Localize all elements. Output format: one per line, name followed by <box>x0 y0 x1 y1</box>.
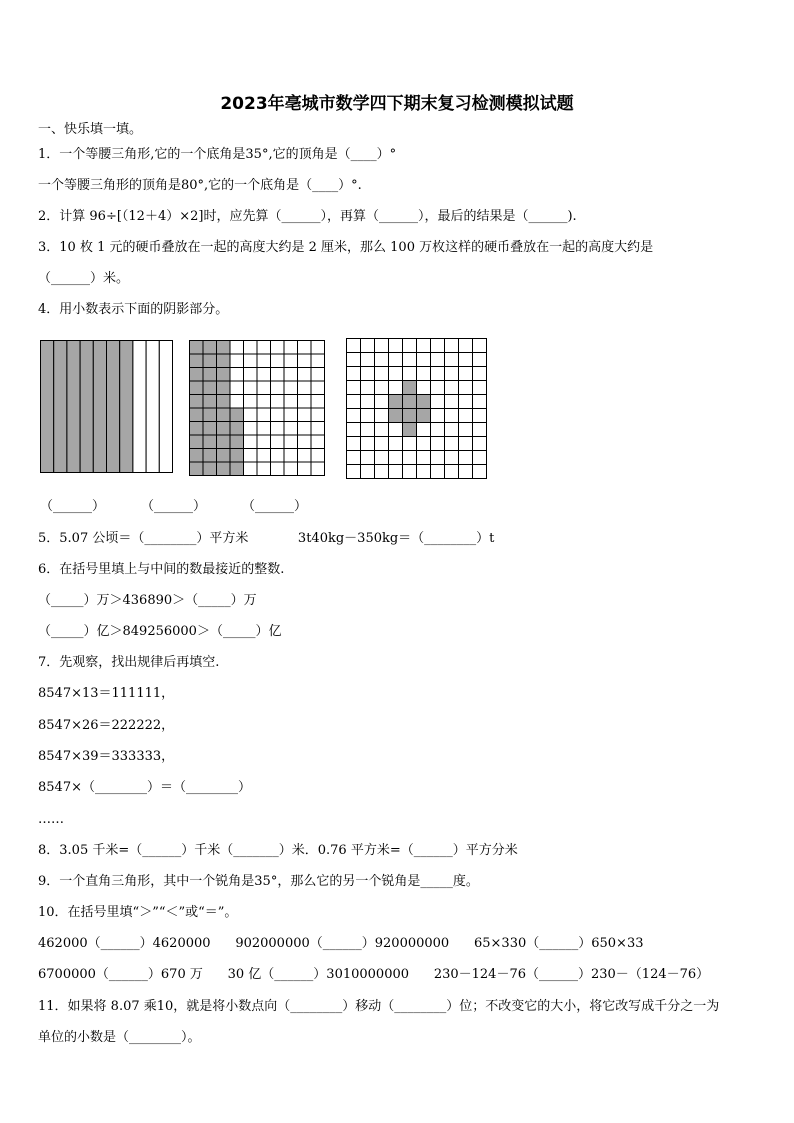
grid-cell <box>244 435 258 449</box>
grid-cell <box>417 353 431 367</box>
grid-cell <box>230 341 244 355</box>
blank-strip <box>133 341 146 473</box>
shaded-cell <box>190 395 204 409</box>
shaded-cell <box>190 381 204 395</box>
grid-cell <box>271 354 285 368</box>
shaded-cell <box>203 435 217 449</box>
question-6a: （_____）万＞436890＞（_____）万 <box>38 593 257 608</box>
shaded-cell <box>217 462 231 476</box>
grid-cell <box>375 423 389 437</box>
grid-cell <box>361 353 375 367</box>
question-9: 9．一个直角三角形，其中一个锐角是35°，那么它的另一个锐角是_____度。 <box>38 874 479 889</box>
blank-strip <box>159 341 172 473</box>
figure-grid-shape <box>189 340 326 477</box>
shaded-cell <box>203 368 217 382</box>
grid-cell <box>271 462 285 476</box>
shaded-cell <box>389 409 403 423</box>
grid-cell <box>431 339 445 353</box>
shaded-cell <box>217 408 231 422</box>
question-7e: …… <box>38 812 64 827</box>
grid-cell <box>431 381 445 395</box>
grid-cell <box>431 465 445 479</box>
grid-cell <box>375 395 389 409</box>
grid-cell <box>284 435 298 449</box>
grid-cell <box>459 395 473 409</box>
grid-cell <box>417 451 431 465</box>
grid-cell <box>284 422 298 436</box>
shaded-cell <box>230 462 244 476</box>
grid-cell <box>298 449 312 463</box>
grid-cell <box>431 451 445 465</box>
question-10b: 6700000（______）670 万 30 亿（______）3010000000 230－124－76（______）230－（124－76） <box>38 967 710 982</box>
grid-cell <box>403 339 417 353</box>
grid-cell <box>431 367 445 381</box>
grid-cell <box>284 341 298 355</box>
shaded-cell <box>203 449 217 463</box>
grid-cell <box>311 435 325 449</box>
grid-cell <box>375 409 389 423</box>
grid-cell <box>230 368 244 382</box>
grid-cell <box>445 339 459 353</box>
grid-cell <box>361 465 375 479</box>
shaded-cell <box>190 449 204 463</box>
grid-cell <box>244 381 258 395</box>
shaded-cell <box>217 381 231 395</box>
grid-cell <box>403 451 417 465</box>
shaded-cell <box>217 368 231 382</box>
grid-cell <box>284 408 298 422</box>
grid-cell <box>473 395 487 409</box>
shaded-cell <box>230 449 244 463</box>
grid-cell <box>347 465 361 479</box>
grid-cell <box>257 449 271 463</box>
shaded-cell <box>190 435 204 449</box>
grid-cell <box>347 409 361 423</box>
grid-cell <box>445 423 459 437</box>
question-5: 5．5.07 公顷＝（________）平方米 3t40kg－350kg＝（________）t <box>38 531 495 546</box>
grid-cell <box>361 367 375 381</box>
shaded-strip <box>67 341 80 473</box>
figure-strips <box>40 340 174 474</box>
grid-cell <box>403 437 417 451</box>
grid-cell <box>431 423 445 437</box>
shaded-strip <box>41 341 54 473</box>
shaded-cell <box>230 422 244 436</box>
grid-cell <box>284 354 298 368</box>
grid-cell <box>473 353 487 367</box>
grid-cell <box>445 409 459 423</box>
grid-cell <box>375 451 389 465</box>
question-6b: （_____）亿＞849256000＞（_____）亿 <box>38 624 282 639</box>
grid-cell <box>271 368 285 382</box>
grid-cell <box>445 437 459 451</box>
grid-cell <box>257 435 271 449</box>
grid-cell <box>459 339 473 353</box>
grid-cell <box>473 423 487 437</box>
shaded-cell <box>403 409 417 423</box>
grid-cell <box>389 339 403 353</box>
grid-cell <box>431 395 445 409</box>
question-11a: 11．如果将 8.07 乘10，就是将小数点向（________）移动（________）位；不改变它的大小，将它改写成千分之一为 <box>38 999 720 1014</box>
grid-cell <box>389 437 403 451</box>
grid-cell <box>271 381 285 395</box>
shaded-cell <box>203 462 217 476</box>
grid-cell <box>244 368 258 382</box>
question-6: 6．在括号里填上与中间的数最接近的整数. <box>38 562 285 577</box>
grid-cell <box>445 353 459 367</box>
grid-cell <box>361 409 375 423</box>
grid-cell <box>403 353 417 367</box>
grid-cell <box>459 451 473 465</box>
grid-cell <box>417 437 431 451</box>
shaded-strip <box>107 341 120 473</box>
shaded-cell <box>417 409 431 423</box>
shaded-cell <box>203 395 217 409</box>
grid-cell <box>271 341 285 355</box>
grid-cell <box>445 367 459 381</box>
grid-cell <box>298 422 312 436</box>
shaded-cell <box>190 354 204 368</box>
grid-cell <box>389 451 403 465</box>
question-4: 4．用小数表示下面的阴影部分。 <box>38 302 229 317</box>
grid-cell <box>347 423 361 437</box>
grid-cell <box>284 395 298 409</box>
grid-cell <box>375 353 389 367</box>
grid-cell <box>298 341 312 355</box>
grid-cell <box>375 367 389 381</box>
grid-cell <box>257 354 271 368</box>
grid-cell <box>459 437 473 451</box>
grid-cell <box>417 339 431 353</box>
grid-cell <box>298 395 312 409</box>
grid-cell <box>257 462 271 476</box>
shaded-cell <box>217 341 231 355</box>
grid-cell <box>284 381 298 395</box>
grid-cell <box>473 339 487 353</box>
question-7a: 8547×13＝111111， <box>38 686 175 701</box>
shaded-cell <box>203 341 217 355</box>
shaded-cell <box>190 462 204 476</box>
shaded-cell <box>203 408 217 422</box>
shaded-cell <box>190 408 204 422</box>
shaded-cell <box>217 422 231 436</box>
grid-cell <box>473 367 487 381</box>
answer-blank-2: （______） <box>141 499 207 514</box>
question-11b: 单位的小数是（________）。 <box>38 1030 201 1045</box>
grid-cell <box>257 381 271 395</box>
grid-cell <box>244 462 258 476</box>
shaded-cell <box>417 395 431 409</box>
grid-cell <box>459 367 473 381</box>
grid-cell <box>445 465 459 479</box>
grid-cell <box>417 367 431 381</box>
grid-cell <box>257 368 271 382</box>
grid-cell <box>361 381 375 395</box>
shaded-cell <box>217 354 231 368</box>
grid-cell <box>271 435 285 449</box>
grid-cell <box>298 462 312 476</box>
grid-cell <box>431 353 445 367</box>
grid-cell <box>347 437 361 451</box>
question-7: 7．先观察，找出规律后再填空. <box>38 655 220 670</box>
grid-cell <box>230 354 244 368</box>
shaded-cell <box>203 354 217 368</box>
grid-cell <box>244 341 258 355</box>
grid-cell <box>375 437 389 451</box>
question-3b: （______）米。 <box>38 271 130 286</box>
answer-blank-3: （______） <box>242 499 308 514</box>
grid-cell <box>389 353 403 367</box>
grid-cell <box>417 465 431 479</box>
grid-cell <box>347 395 361 409</box>
question-7d: 8547×（________）＝（________） <box>38 780 251 795</box>
grid-cell <box>361 451 375 465</box>
grid-cell <box>361 423 375 437</box>
shaded-cell <box>230 408 244 422</box>
grid-cell <box>417 381 431 395</box>
question-3a: 3．10 枚 1 元的硬币叠放在一起的高度大约是 2 厘米，那么 100 万枚这样的硬币叠放在一起的高度大约是 <box>38 240 654 255</box>
question-7b: 8547×26＝222222， <box>38 718 175 733</box>
shaded-cell <box>403 395 417 409</box>
grid-cell <box>445 395 459 409</box>
grid-cell <box>230 381 244 395</box>
grid-cell <box>389 423 403 437</box>
grid-cell <box>389 367 403 381</box>
section-heading: 一、快乐填一填。 <box>38 122 143 137</box>
blank-strip <box>146 341 159 473</box>
grid-cell <box>417 423 431 437</box>
grid-cell <box>311 422 325 436</box>
grid-cell <box>473 381 487 395</box>
shaded-strip <box>54 341 67 473</box>
grid-cell <box>284 449 298 463</box>
shaded-cell <box>403 381 417 395</box>
grid-cell <box>298 381 312 395</box>
grid-cell <box>459 465 473 479</box>
shaded-cell <box>389 395 403 409</box>
shaded-cell <box>403 423 417 437</box>
shaded-cell <box>217 435 231 449</box>
question-10: 10．在括号里填“＞”“＜”或“＝”。 <box>38 905 238 920</box>
grid-cell <box>271 449 285 463</box>
grid-cell <box>244 449 258 463</box>
grid-cell <box>311 368 325 382</box>
shaded-cell <box>190 368 204 382</box>
grid-cell <box>403 367 417 381</box>
grid-cell <box>473 409 487 423</box>
question-1a: 1．一个等腰三角形,它的一个底角是35°,它的顶角是（____）° <box>38 147 397 162</box>
grid-cell <box>257 341 271 355</box>
grid-cell <box>445 451 459 465</box>
grid-cell <box>284 462 298 476</box>
shaded-cell <box>217 449 231 463</box>
grid-cell <box>284 368 298 382</box>
grid-cell <box>311 354 325 368</box>
grid-cell <box>347 381 361 395</box>
question-10a: 462000（______）4620000 902000000（______）920000000 65×330（______）650×33 <box>38 936 644 951</box>
grid-cell <box>347 367 361 381</box>
grid-cell <box>257 422 271 436</box>
shaded-cell <box>230 435 244 449</box>
shaded-cell <box>190 341 204 355</box>
question-7c: 8547×39＝333333， <box>38 749 175 764</box>
answer-blank-1: （______） <box>40 499 106 514</box>
shaded-strip <box>93 341 106 473</box>
grid-cell <box>311 462 325 476</box>
grid-cell <box>271 395 285 409</box>
grid-cell <box>271 422 285 436</box>
grid-cell <box>473 451 487 465</box>
grid-cell <box>347 451 361 465</box>
grid-cell <box>459 409 473 423</box>
grid-cell <box>244 354 258 368</box>
grid-cell <box>298 354 312 368</box>
grid-cell <box>473 437 487 451</box>
grid-cell <box>347 353 361 367</box>
shaded-cell <box>217 395 231 409</box>
grid-cell <box>459 423 473 437</box>
question-1b: 一个等腰三角形的顶角是80°,它的一个底角是（____）°. <box>38 178 362 193</box>
grid-cell <box>431 409 445 423</box>
grid-cell <box>244 408 258 422</box>
grid-cell <box>389 381 403 395</box>
grid-cell <box>473 465 487 479</box>
grid-cell <box>403 465 417 479</box>
grid-cell <box>257 395 271 409</box>
shaded-cell <box>203 422 217 436</box>
grid-cell <box>311 381 325 395</box>
grid-cell <box>230 395 244 409</box>
page-title: 2023年亳城市数学四下期末复习检测模拟试题 <box>220 94 574 114</box>
grid-cell <box>361 339 375 353</box>
grid-cell <box>298 435 312 449</box>
grid-cell <box>311 395 325 409</box>
shaded-cell <box>203 381 217 395</box>
grid-cell <box>311 449 325 463</box>
grid-cell <box>244 395 258 409</box>
grid-cell <box>459 381 473 395</box>
grid-cell <box>361 437 375 451</box>
grid-cell <box>375 465 389 479</box>
shaded-strip <box>120 341 133 473</box>
shaded-strip <box>80 341 93 473</box>
grid-cell <box>389 465 403 479</box>
question-8: 8．3.05 千米=（______）千米（_______）米．0.76 平方米=（______）平方分米 <box>38 843 518 858</box>
grid-cell <box>311 341 325 355</box>
grid-cell <box>257 408 271 422</box>
shaded-cell <box>190 422 204 436</box>
grid-cell <box>298 408 312 422</box>
grid-cell <box>459 353 473 367</box>
grid-cell <box>347 339 361 353</box>
figure-grid-cross <box>346 338 487 479</box>
question-2: 2．计算 96÷[（12＋4）×2]时，应先算（______），再算（______），最后的结果是（______). <box>38 209 577 224</box>
grid-cell <box>244 422 258 436</box>
grid-cell <box>271 408 285 422</box>
grid-cell <box>431 437 445 451</box>
grid-cell <box>311 408 325 422</box>
grid-cell <box>298 368 312 382</box>
grid-cell <box>361 395 375 409</box>
grid-cell <box>445 381 459 395</box>
grid-cell <box>375 339 389 353</box>
grid-cell <box>375 381 389 395</box>
